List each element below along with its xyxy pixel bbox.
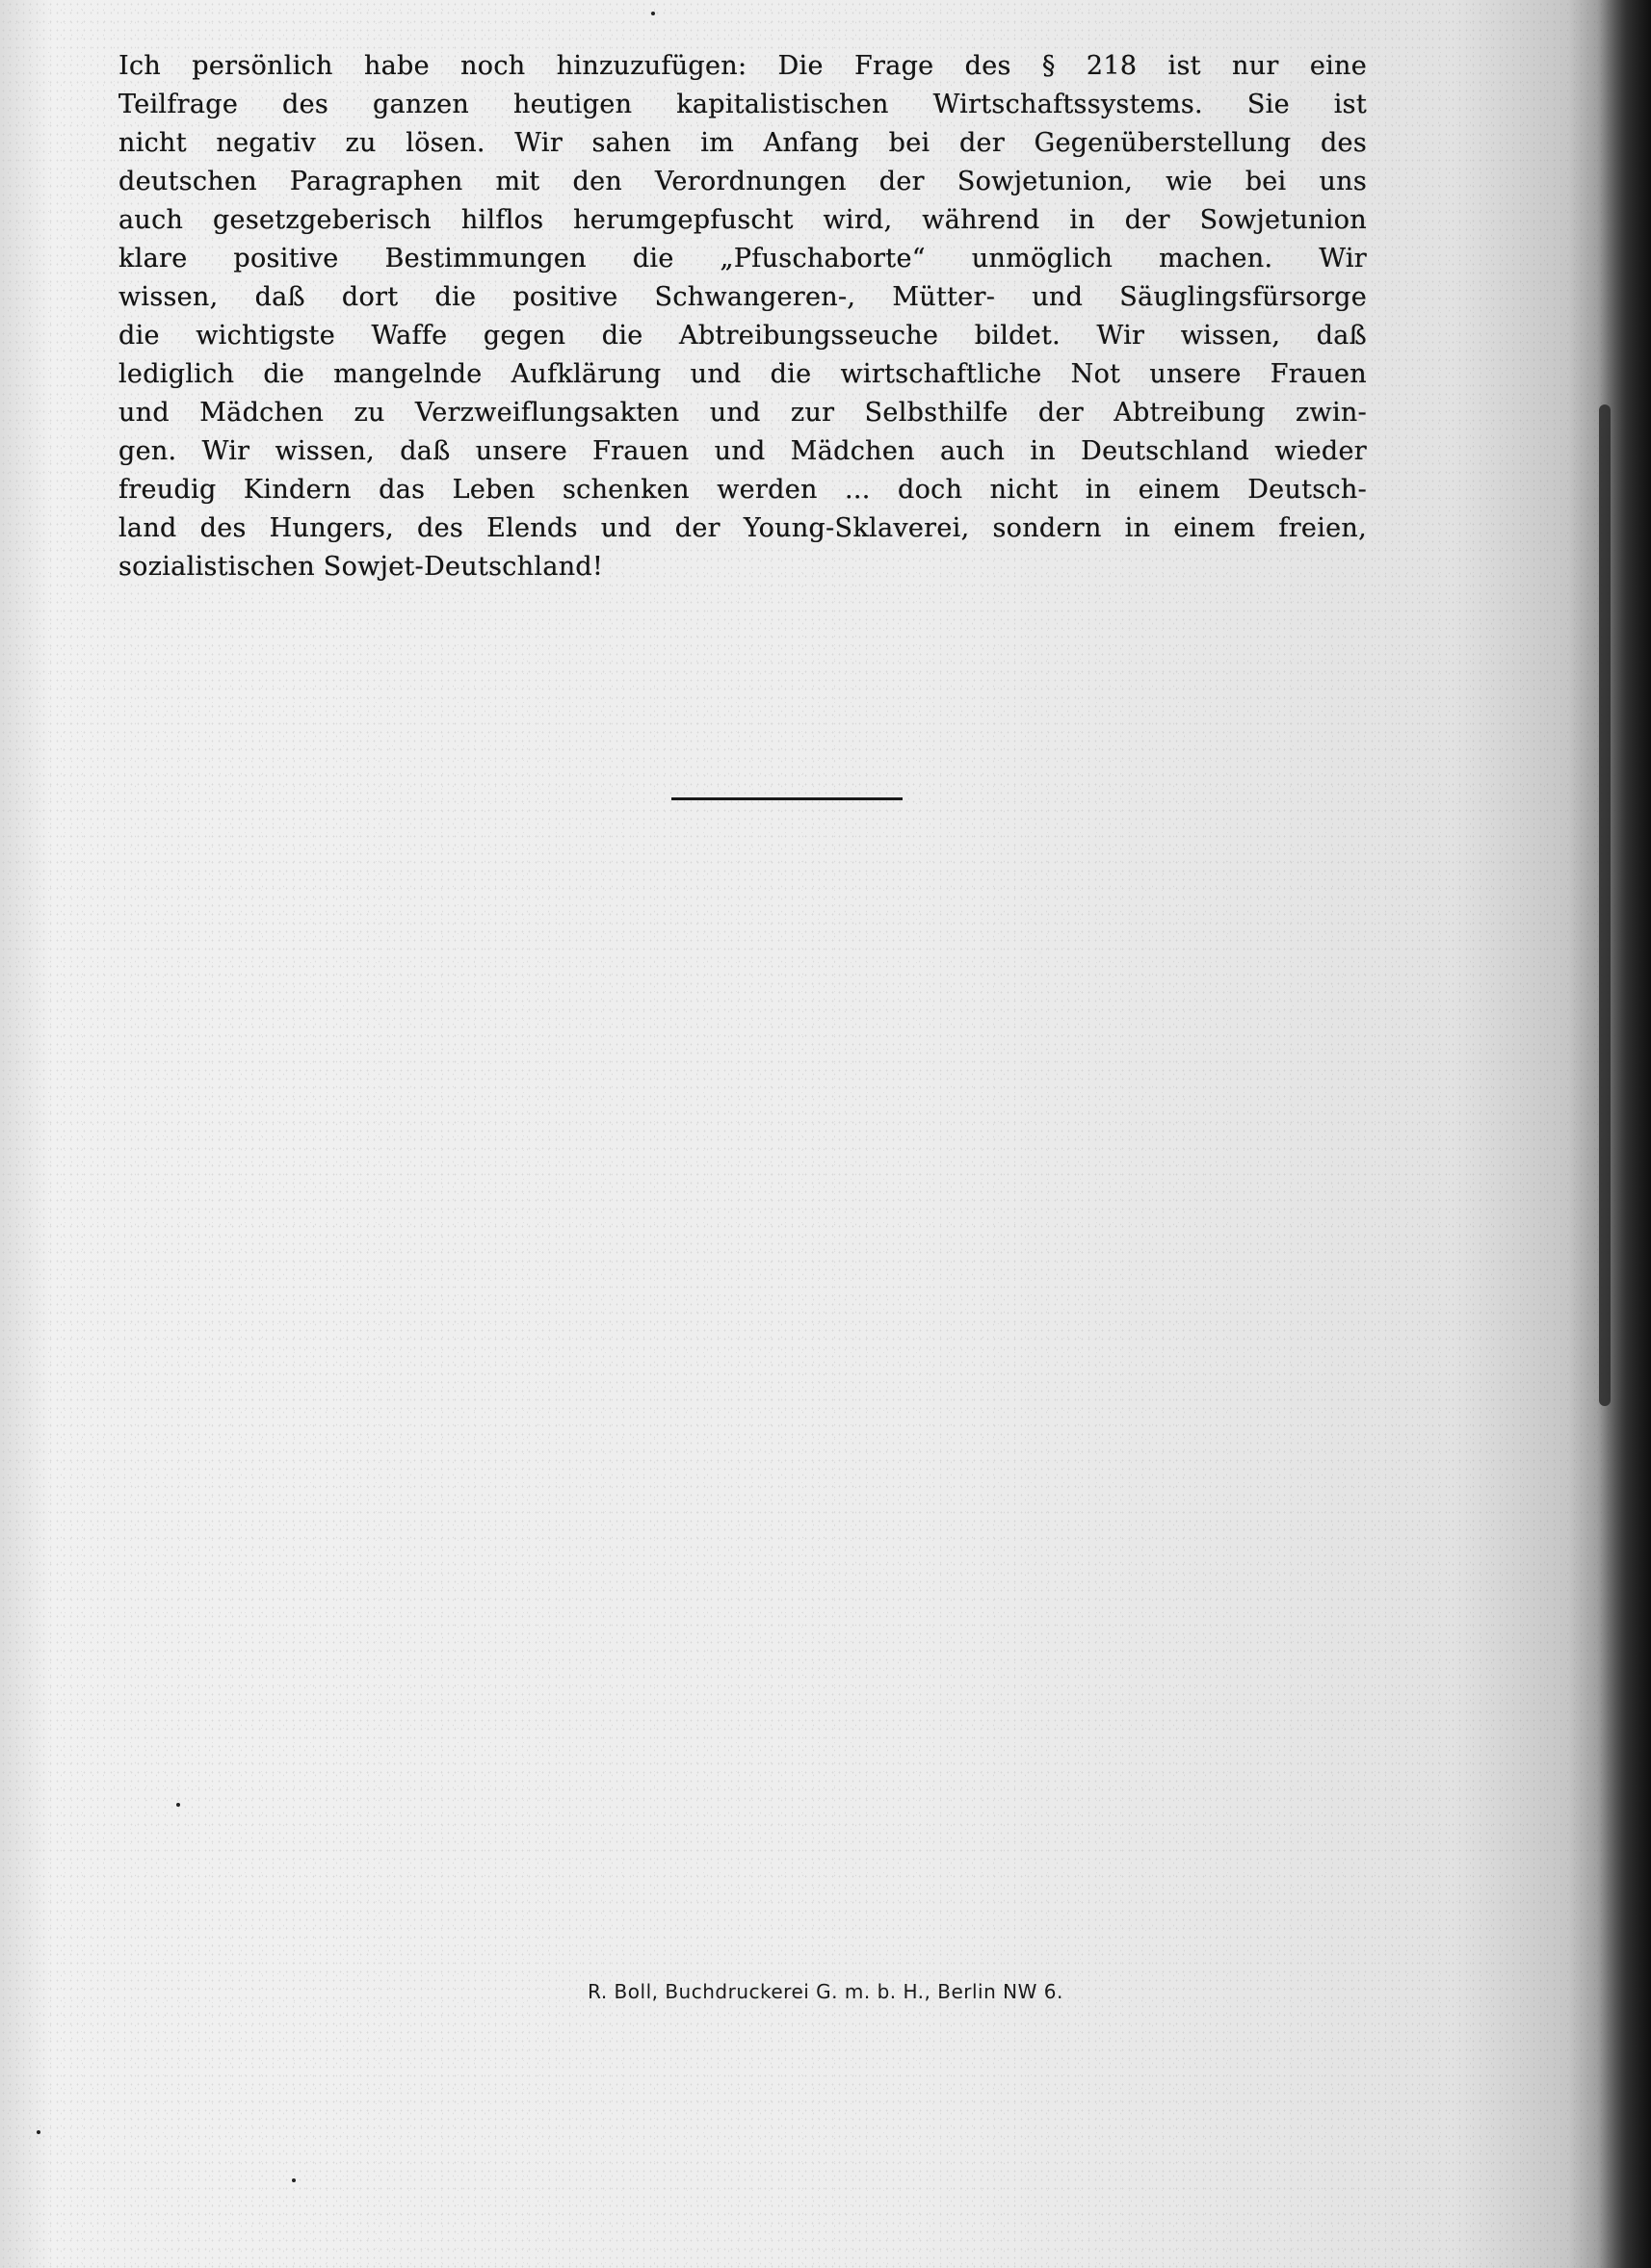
section-divider-rule xyxy=(671,797,903,800)
print-speck xyxy=(651,12,655,15)
paragraph-line: auch gesetzgeberisch hilflos herumgepfuscht wird, während in der Sowjetunion xyxy=(118,205,1367,235)
paragraph-line: gen. Wir wissen, daß unsere Frauen und Mädchen auch in Deutschland wieder xyxy=(118,436,1367,466)
closing-paragraph xyxy=(118,47,1367,587)
left-page-fade xyxy=(0,0,52,2268)
paragraph-line: land des Hungers, des Elends und der Young-Sklaverei, sondern in einem freien, xyxy=(118,513,1367,543)
binding-edge-strip xyxy=(1599,404,1611,1406)
print-speck xyxy=(292,2178,296,2182)
paragraph-line: lediglich die mangelnde Aufklärung und die wirtschaftliche Not unsere Frauen xyxy=(118,359,1367,389)
paragraph-line: deutschen Paragraphen mit den Verordnungen der Sowjetunion, wie bei uns xyxy=(118,167,1367,196)
paragraph-line: klare positive Bestimmungen die „Pfuschaborte“ unmöglich machen. Wir xyxy=(118,244,1367,274)
paragraph-line: die wichtigste Waffe gegen die Abtreibungsseuche bildet. Wir wissen, daß xyxy=(118,321,1367,351)
paragraph-line: freudig Kindern das Leben schenken werden ... doch nicht in einem Deutsch- xyxy=(118,475,1367,505)
paragraph-line-last: sozialistischen Sowjet-Deutschland! xyxy=(118,552,604,582)
paragraph-line: Teilfrage des ganzen heutigen kapitalistischen Wirtschaftssystems. Sie ist xyxy=(118,90,1367,119)
paragraph-line: und Mädchen zu Verzweiflungsakten und zur Selbsthilfe der Abtreibung zwin- xyxy=(118,398,1367,428)
paragraph-line: nicht negativ zu lösen. Wir sahen im Anfang bei der Gegenüberstellung des xyxy=(118,128,1367,158)
paragraph-line: Ich persönlich habe noch hinzuzufügen: Die Frage des § 218 ist nur eine xyxy=(118,51,1367,81)
print-speck xyxy=(176,1803,180,1807)
paragraph-line: wissen, daß dort die positive Schwangeren-, Mütter- und Säuglingsfürsorge xyxy=(118,282,1367,312)
printer-imprint: R. Boll, Buchdruckerei G. m. b. H., Berlin NW 6. xyxy=(588,1980,1063,2003)
print-speck xyxy=(37,2130,40,2134)
